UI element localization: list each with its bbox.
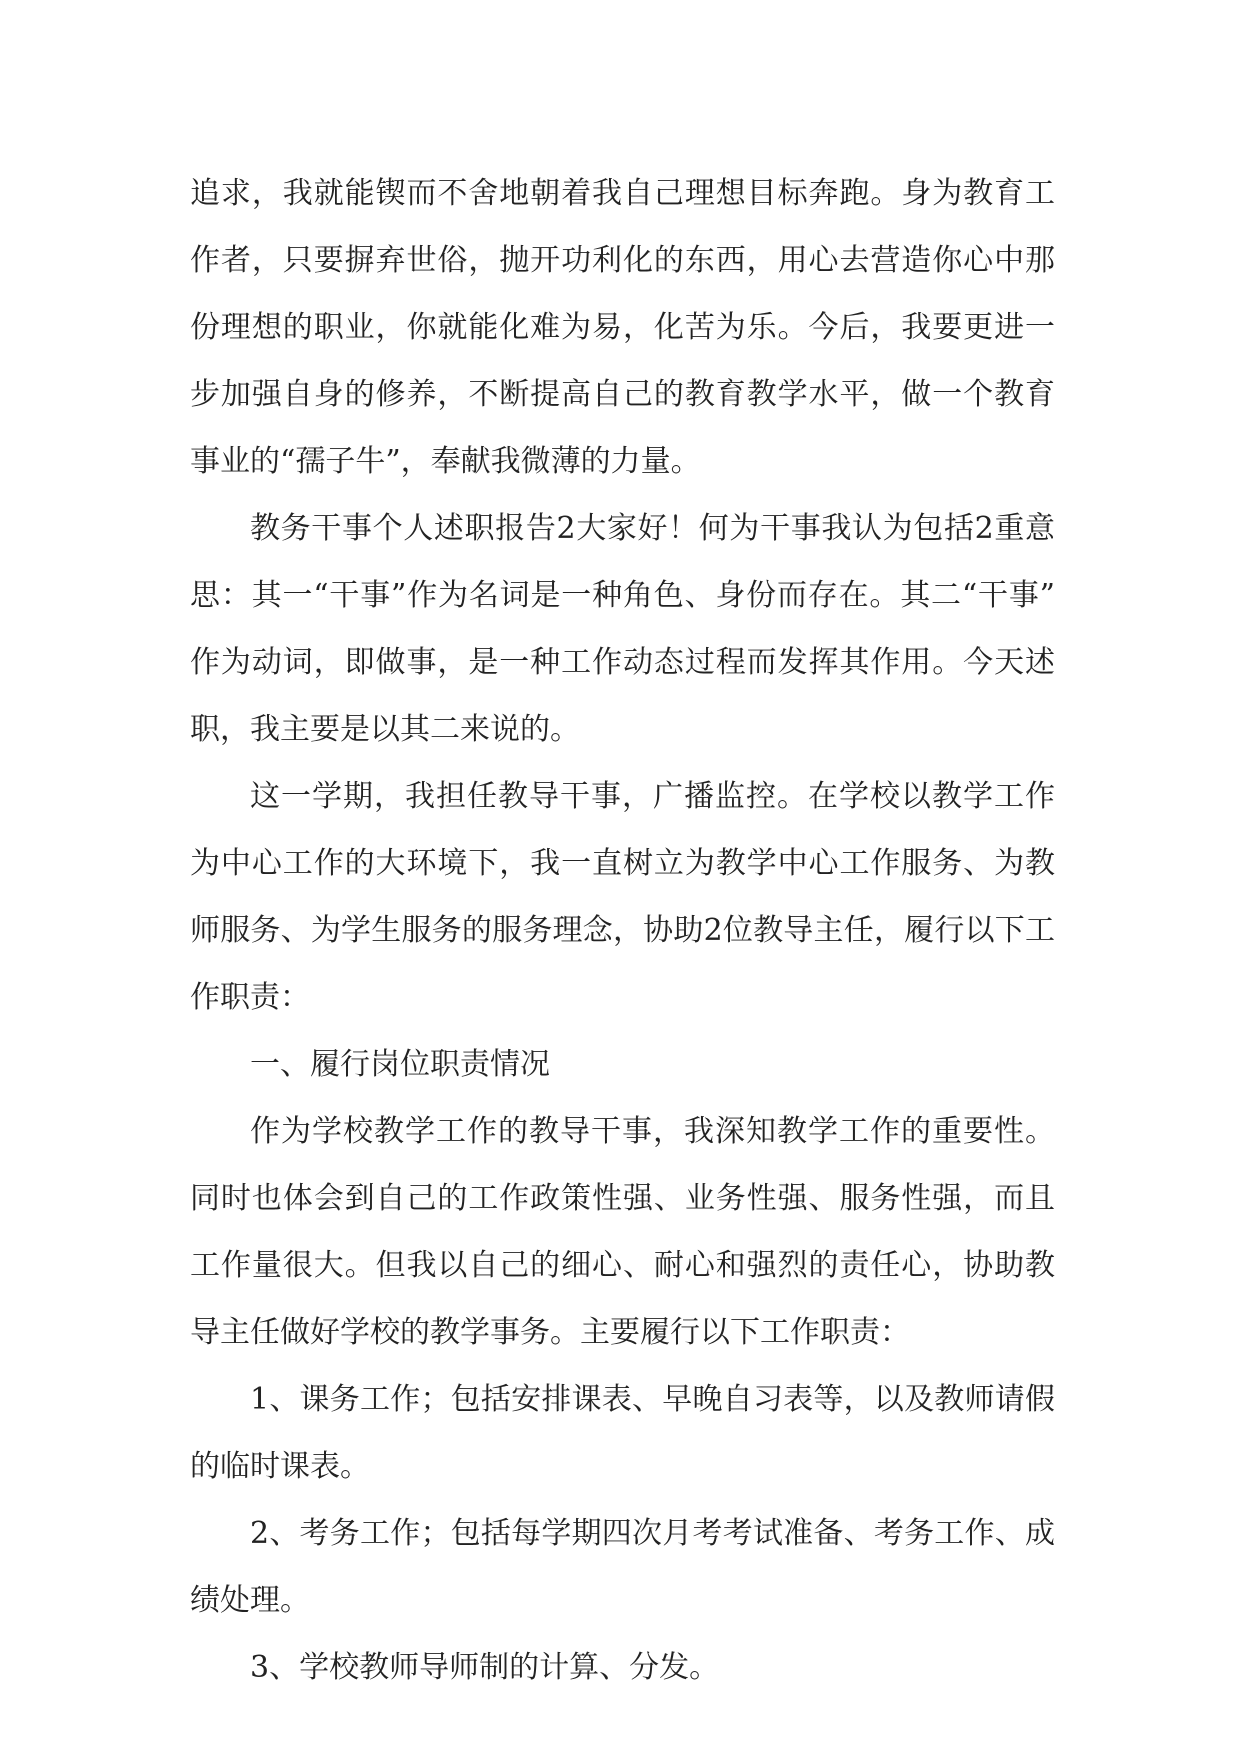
document-body bbox=[190, 160, 1055, 1701]
paragraph: 教务干事个人述职报告2大家好！何为干事我认为包括2重意思：其一“干事”作为名词是一种角色、身份而存在。其二“干事”作为动词，即做事，是一种工作动态过程而发挥其作用。今天述职，我主要是以其二来说的。 bbox=[190, 511, 1055, 747]
list-item: 3、学校教师导师制的计算、分发。 bbox=[250, 1650, 720, 1685]
paragraph: 作为学校教学工作的教导干事，我深知教学工作的重要性。同时也体会到自己的工作政策性强、业务性强、服务性强，而且工作量很大。但我以自己的细心、耐心和强烈的责任心，协助教导主任做好学校的教学事务。主要履行以下工作职责： bbox=[190, 1114, 1055, 1350]
list-item: 1、课务工作；包括安排课表、早晚自习表等，以及教师请假的临时课表。 bbox=[190, 1382, 1055, 1484]
paragraph: 这一学期，我担任教导干事，广播监控。在学校以教学工作为中心工作的大环境下，我一直树立为教学中心工作服务、为教师服务、为学生服务的服务理念，协助2位教导主任，履行以下工作职责： bbox=[190, 779, 1055, 1015]
list-item: 2、考务工作；包括每学期四次月考考试准备、考务工作、成绩处理。 bbox=[190, 1516, 1055, 1618]
section-heading: 一、履行岗位职责情况 bbox=[250, 1047, 550, 1082]
paragraph: 追求，我就能锲而不舍地朝着我自己理想目标奔跑。身为教育工作者，只要摒弃世俗，抛开功利化的东西，用心去营造你心中那份理想的职业，你就能化难为易，化苦为乐。今后，我要更进一步加强自身的修养，不断提高自己的教育教学水平，做一个教育事业的“孺子牛”，奉献我微薄的力量。 bbox=[190, 176, 1055, 479]
